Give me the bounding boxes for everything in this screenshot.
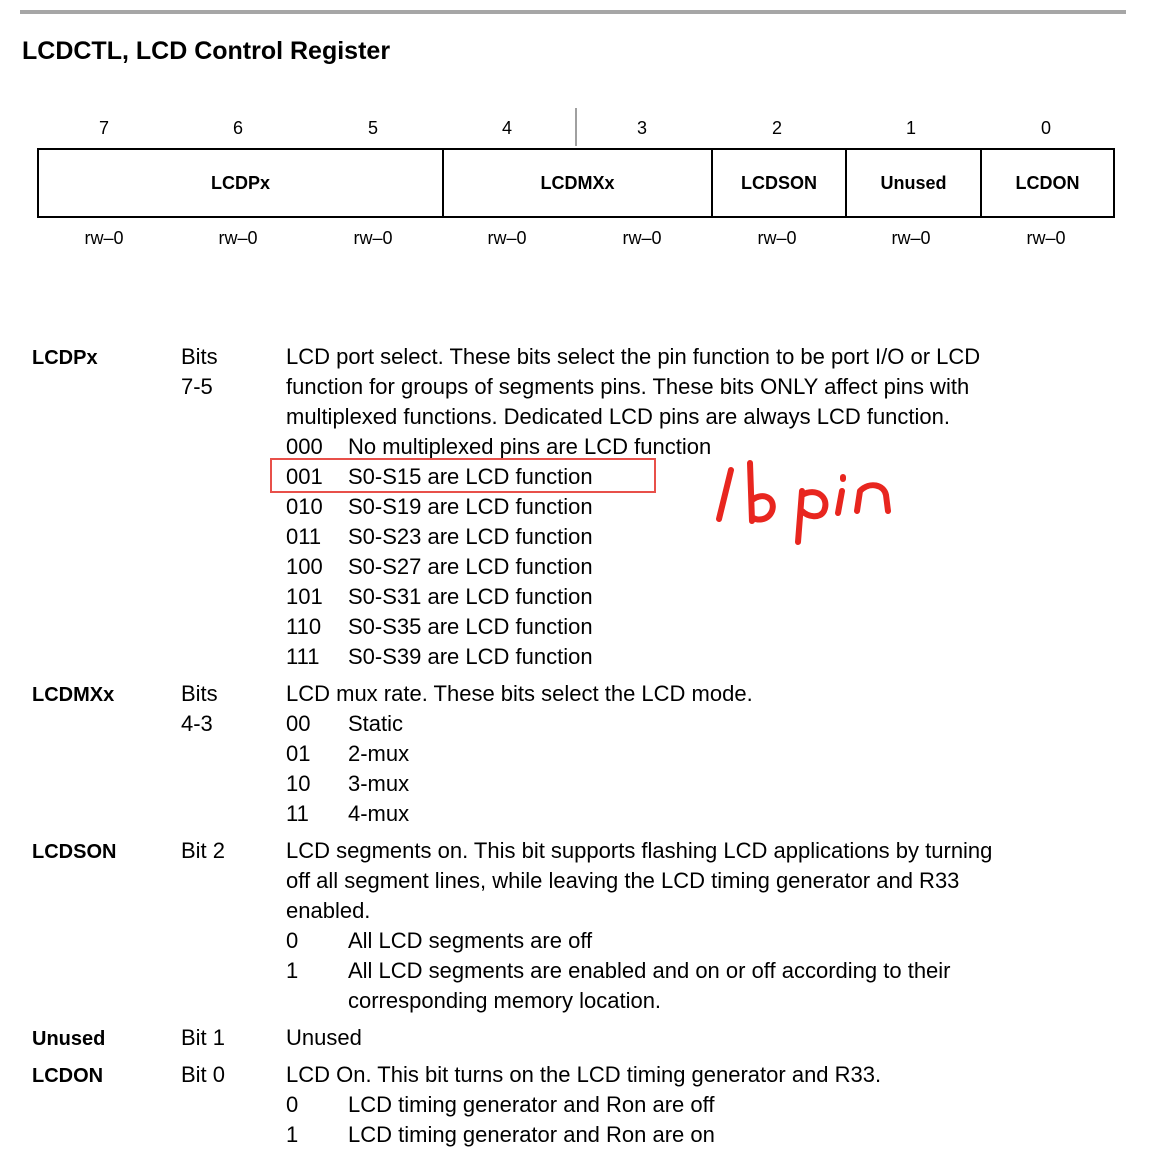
option-text: 2-mux	[348, 741, 410, 766]
description-text: multiplexed functions. Dedicated LCD pins are always LCD function.	[286, 404, 950, 429]
description-row-unused	[32, 1023, 1132, 1053]
option-text: S0-S31 are LCD function	[348, 584, 593, 609]
option-row	[286, 642, 1106, 672]
option-row	[286, 492, 1106, 522]
option-code: 001	[286, 464, 323, 489]
bit-range	[181, 836, 286, 1016]
annotation-stroke	[750, 463, 773, 521]
description-row-lcdson	[32, 836, 1132, 1016]
register-field-table	[37, 148, 1115, 218]
option-code: 110	[286, 614, 322, 639]
field-name: Unused	[32, 1028, 106, 1050]
option-row	[286, 612, 1106, 642]
description-text: LCD port select. These bits select the pin function to be port I/O or LCD	[286, 344, 981, 369]
description-text: function for groups of segments pins. These bits ONLY affect pins with	[286, 374, 970, 399]
description-text: LCD On. This bit turns on the LCD timing generator and R33.	[286, 1062, 882, 1087]
bit-number: 5	[367, 118, 379, 138]
option-text: S0-S27 are LCD function	[348, 554, 593, 579]
page-title: LCDCTL, LCD Control Register	[22, 37, 391, 65]
access-type: rw–0	[1026, 228, 1066, 248]
description-text: LCD segments on. This bit supports flashing LCD applications by turning	[286, 838, 993, 863]
bit-range-label: Bits	[181, 344, 218, 369]
option-row	[286, 582, 1106, 612]
option-code: 10	[286, 771, 311, 796]
option-code: 100	[286, 554, 323, 579]
option-text: LCD timing generator and Ron are on	[348, 1122, 715, 1147]
description-row-lcdpx	[32, 342, 1132, 672]
description-row-lcdon	[32, 1060, 1132, 1150]
annotation-stroke	[719, 470, 731, 519]
bit-number: 1	[905, 118, 917, 138]
header-rule	[20, 10, 1126, 14]
option-text: Static	[348, 711, 404, 736]
bit-range-label: Bit 1	[181, 1025, 226, 1050]
option-row	[286, 1120, 1106, 1150]
option-code: 111	[286, 644, 320, 669]
field-description	[286, 1023, 1106, 1053]
field-unused: Unused	[847, 150, 982, 216]
access-type: rw–0	[84, 228, 124, 248]
field-name: LCDSON	[32, 841, 117, 863]
option-text: LCD timing generator and Ron are off	[348, 1092, 715, 1117]
option-row	[286, 739, 1106, 769]
option-text: S0-S23 are LCD function	[348, 524, 593, 549]
option-code: 1	[286, 958, 299, 983]
option-row	[286, 552, 1106, 582]
option-row	[286, 799, 1106, 829]
highlight-box	[270, 458, 656, 493]
bit-range-label: Bit 2	[181, 838, 226, 863]
access-type: rw–0	[757, 228, 797, 248]
description-text: LCD mux rate. These bits select the LCD mode.	[286, 681, 753, 706]
handwritten-annotation	[712, 455, 912, 547]
bit-range-label: Bit 0	[181, 1062, 226, 1087]
field-name: LCDON	[32, 1065, 104, 1087]
option-row	[286, 1090, 1106, 1120]
option-code: 1	[286, 1122, 299, 1147]
option-text: 3-mux	[348, 771, 410, 796]
option-text: S0-S19 are LCD function	[348, 494, 593, 519]
description-text: Unused	[286, 1025, 362, 1050]
option-text: S0-S15 are LCD function	[348, 464, 593, 489]
option-text: 4-mux	[348, 801, 410, 826]
bit-number: 0	[1040, 118, 1052, 138]
bit-range-label: Bits	[181, 681, 218, 706]
byte-divider	[575, 108, 577, 146]
bit-number: 6	[232, 118, 244, 138]
option-text: S0-S39 are LCD function	[348, 644, 593, 669]
option-code: 00	[286, 711, 311, 736]
field-description	[286, 1060, 1106, 1150]
access-type: rw–0	[353, 228, 393, 248]
access-type: rw–0	[218, 228, 258, 248]
annotation-stroke	[838, 491, 842, 513]
bit-number: 7	[98, 118, 110, 138]
field-name: LCDPx	[32, 347, 98, 369]
description-text: enabled.	[286, 898, 371, 923]
option-text: S0-S35 are LCD function	[348, 614, 593, 639]
option-code: 11	[286, 801, 309, 826]
option-row	[286, 522, 1106, 552]
option-text: All LCD segments are off	[348, 928, 593, 953]
field-description	[286, 342, 1106, 672]
field-name: LCDMXx	[32, 684, 115, 706]
option-row	[286, 709, 1106, 739]
access-type: rw–0	[487, 228, 527, 248]
option-code: 010	[286, 494, 323, 519]
option-code: 011	[286, 524, 322, 549]
annotation-stroke	[798, 491, 825, 542]
access-row	[37, 228, 1115, 252]
access-type: rw–0	[622, 228, 662, 248]
bit-number: 3	[636, 118, 648, 138]
bit-range-value: 7-5	[181, 374, 213, 399]
option-text: No multiplexed pins are LCD function	[348, 434, 712, 459]
bit-range	[181, 342, 286, 672]
field-lcdon: LCDON	[1015, 172, 1080, 193]
description-text: off all segment lines, while leaving the LCD timing generator and R33	[286, 868, 960, 893]
field-lcdmxx: LCDMXx	[444, 150, 713, 216]
description-row-lcdmxx	[32, 679, 1132, 829]
bit-number-row	[37, 118, 1115, 144]
option-code: 000	[286, 434, 323, 459]
bit-range	[181, 679, 286, 829]
bit-number: 4	[501, 118, 513, 138]
option-row	[286, 769, 1106, 799]
option-row	[286, 926, 1106, 956]
field-description	[286, 679, 1106, 829]
field-lcdson: LCDSON	[713, 150, 847, 216]
field-description	[286, 836, 1106, 1016]
bit-number: 2	[771, 118, 783, 138]
annotation-stroke	[857, 485, 888, 511]
option-code: 0	[286, 1092, 299, 1117]
option-code: 01	[286, 741, 311, 766]
bit-range	[181, 1023, 286, 1053]
option-text: All LCD segments are enabled and on or off according to their corresponding memory location.	[348, 958, 951, 1013]
option-row	[286, 956, 1106, 1016]
option-code: 101	[286, 584, 323, 609]
bit-range	[181, 1060, 286, 1150]
bit-range-value: 4-3	[181, 711, 213, 736]
option-code: 0	[286, 928, 299, 953]
access-type: rw–0	[891, 228, 931, 248]
field-lcdpx: LCDPx	[39, 150, 444, 216]
